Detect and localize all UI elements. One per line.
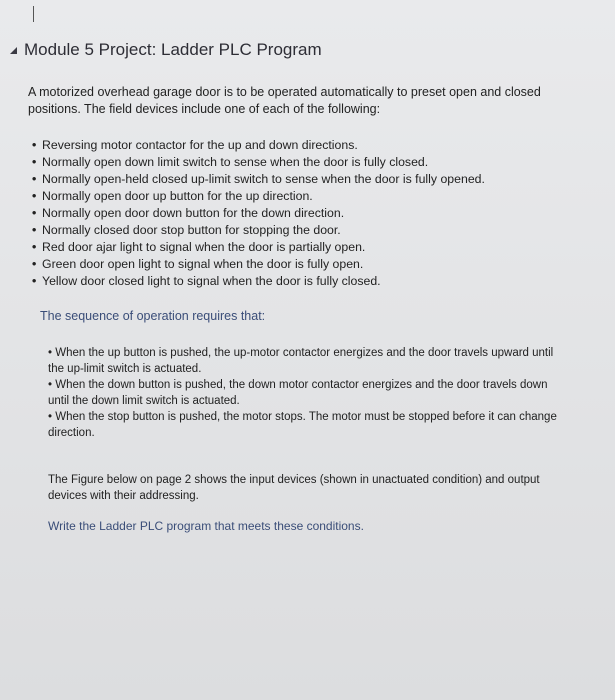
instruction-text: Write the Ladder PLC program that meets these conditions.: [48, 519, 364, 533]
list-item: • Yellow door closed light to signal when the door is fully closed.: [32, 274, 381, 288]
list-item: • Red door ajar light to signal when the door is partially open.: [32, 240, 366, 254]
intro-paragraph: A motorized overhead garage door is to be operated automatically to preset open and closed positions. The field devices include one of each of the following:: [28, 85, 541, 116]
list-item: • Normally open down limit switch to sense when the door is fully closed.: [32, 155, 429, 169]
list-item: • Normally open-held closed up-limit switch to sense when the door is fully opened.: [32, 172, 485, 186]
list-item: • Normally open door down button for the down direction.: [32, 206, 345, 220]
page-title: Module 5 Project: Ladder PLC Program: [24, 40, 322, 59]
text-cursor: [33, 6, 34, 22]
sequence-item: • When the up button is pushed, the up-motor contactor energizes and the door travels upward until the up-limit switch is actuated.: [48, 347, 554, 375]
collapse-triangle-icon[interactable]: [8, 45, 18, 55]
module-heading[interactable]: [8, 40, 322, 60]
sequence-title: The sequence of operation requires that:: [40, 309, 266, 323]
figure-note: The Figure below on page 2 shows the input devices (shown in unactuated condition) and output devices with their addressing.: [48, 474, 540, 502]
device-list: [32, 137, 485, 290]
sequence-item: • When the down button is pushed, the down motor contactor energizes and the door travels down until the down limit switch is actuated.: [48, 379, 548, 407]
list-item: • Normally open door up button for the up direction.: [32, 189, 313, 203]
list-item: • Normally closed door stop button for stopping the door.: [32, 223, 341, 237]
sequence-item: • When the stop button is pushed, the motor stops. The motor must be stopped before it can change direction.: [48, 411, 557, 439]
list-item: • Green door open light to signal when the door is fully open.: [32, 257, 364, 271]
list-item: • Reversing motor contactor for the up and down directions.: [32, 138, 358, 152]
